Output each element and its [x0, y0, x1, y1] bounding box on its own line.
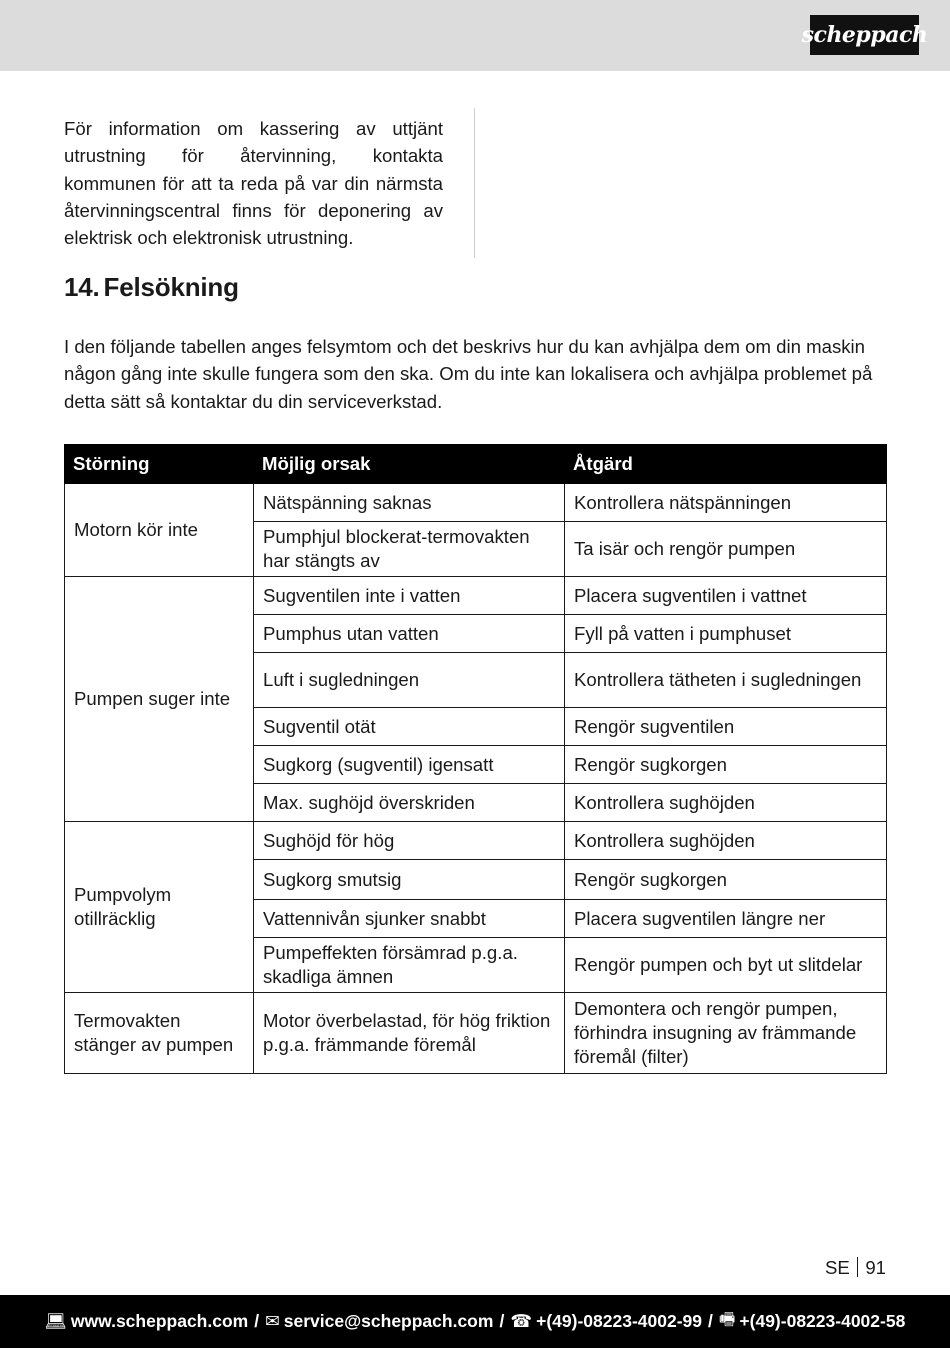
section-title: Felsökning	[103, 272, 239, 302]
remedy-cell: Kontrollera nätspänningen	[565, 484, 887, 522]
remedy-cell: Rengör sugkorgen	[565, 746, 887, 784]
cause-cell: Pumphjul blockerat-termovakten har stängts av	[254, 522, 565, 577]
cause-cell: Max. sughöjd överskriden	[254, 784, 565, 822]
phone-icon: ☎︎	[510, 1311, 533, 1331]
page-number	[825, 1257, 886, 1279]
remedy-cell: Demontera och rengör pumpen, förhindra insugning av främmande föremål (filter)	[565, 993, 887, 1074]
table-row	[65, 822, 887, 860]
cause-cell: Sughöjd för hög	[254, 822, 565, 860]
page-number-value: 91	[865, 1257, 886, 1278]
cause-cell: Motor överbelastad, för hög friktion p.g.a. främmande föremål	[254, 993, 565, 1074]
remedy-cell: Rengör sugventilen	[565, 708, 887, 746]
cause-cell: Pumpeffekten försämrad p.g.a. skadliga ämnen	[254, 938, 565, 993]
cause-cell: Sugventilen inte i vatten	[254, 577, 565, 615]
cause-cell: Nätspänning saknas	[254, 484, 565, 522]
footer-email[interactable]: service@scheppach.com	[283, 1311, 494, 1331]
remedy-cell: Ta isär och rengör pumpen	[565, 522, 887, 577]
remedy-cell: Placera sugventilen i vattnet	[565, 577, 887, 615]
fault-cell: Pumpen suger inte	[65, 577, 254, 822]
fault-cell: Termovakten stänger av pumpen	[65, 993, 254, 1074]
table-row	[65, 993, 887, 1074]
fax-icon: 🖷︎	[718, 1308, 736, 1329]
cause-cell: Vattennivån sjunker snabbt	[254, 900, 565, 938]
cause-cell: Pumphus utan vatten	[254, 615, 565, 653]
header-band	[0, 0, 950, 71]
table-row	[65, 484, 887, 522]
header-remedy: Åtgärd	[565, 445, 887, 484]
remedy-cell: Kontrollera sughöjden	[565, 784, 887, 822]
fault-cell: Pumpvolym otillräcklig	[65, 822, 254, 993]
footer-phone: +(49)-08223-4002-99	[536, 1311, 703, 1331]
scheppach-logo: scheppach	[810, 15, 919, 55]
table-row	[65, 577, 887, 615]
troubleshooting-table	[64, 444, 887, 1074]
cause-cell: Sugventil otät	[254, 708, 565, 746]
footer-separator: /	[499, 1311, 505, 1331]
footer-separator: /	[254, 1311, 260, 1331]
remedy-cell: Rengör pumpen och byt ut slitdelar	[565, 938, 887, 993]
remedy-cell: Rengör sugkorgen	[565, 860, 887, 900]
section-heading	[64, 272, 239, 303]
page-language: SE	[825, 1257, 850, 1278]
cause-cell: Luft i sugledningen	[254, 653, 565, 708]
page-number-separator	[857, 1257, 859, 1277]
remedy-cell: Kontrollera sughöjden	[565, 822, 887, 860]
footer-fax: +(49)-08223-4002-58	[739, 1311, 906, 1331]
table-header-row	[65, 445, 887, 484]
footer-separator: /	[708, 1311, 713, 1331]
remedy-cell: Placera sugventilen längre ner	[565, 900, 887, 938]
contact-footer	[0, 1295, 950, 1348]
remedy-cell: Fyll på vatten i pumphuset	[565, 615, 887, 653]
cause-cell: Sugkorg smutsig	[254, 860, 565, 900]
disposal-info-paragraph: För information om kassering av uttjänt utrustning för återvinning, kontakta kommunen för att ta reda på var din närmsta återvinningscentral finns för deponering av elektrisk och elektronisk utrustning.	[64, 118, 443, 249]
column-divider	[474, 108, 475, 258]
fault-cell: Motorn kör inte	[65, 484, 254, 577]
computer-icon: 💻︎	[44, 1311, 67, 1331]
email-icon: ✉︎	[265, 1311, 280, 1331]
section-description: I den följande tabellen anges felsymtom och det beskrivs hur du kan avhjälpa dem om din maskin någon gång inte skulle fungera som den ska. Om du inte kan lokalisera och avhjälpa problemet på detta sätt så kontaktar du din serviceverkstad.	[64, 336, 873, 412]
cause-cell: Sugkorg (sugventil) igensatt	[254, 746, 565, 784]
header-cause: Möjlig orsak	[254, 445, 565, 484]
remedy-cell: Kontrollera tätheten i sugledningen	[565, 653, 887, 708]
section-number: 14.	[64, 272, 100, 302]
header-fault: Störning	[65, 445, 254, 484]
footer-website[interactable]: www.scheppach.com	[70, 1311, 249, 1331]
